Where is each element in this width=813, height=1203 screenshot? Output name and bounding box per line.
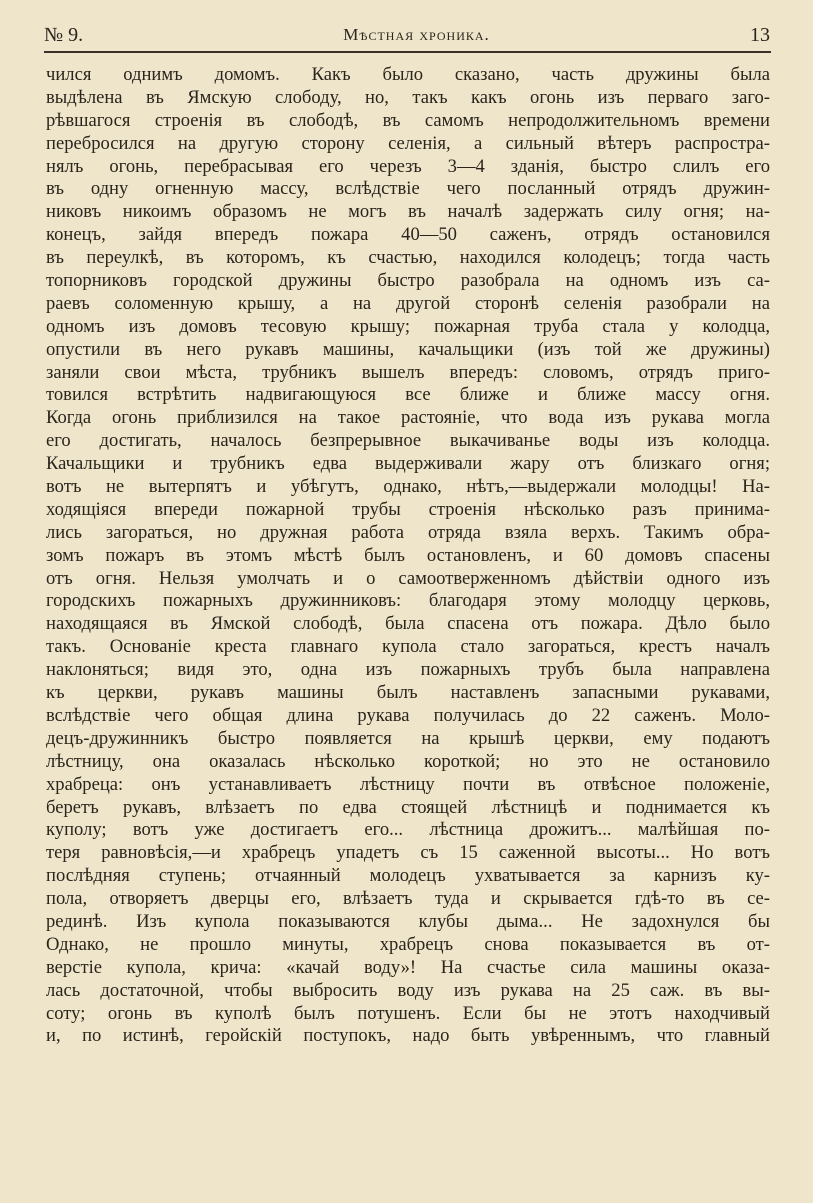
text-line: заняли свои мѣста, трубникъ вышелъ впередъ: словомъ, отрядъ приго- <box>46 361 770 383</box>
text-line: ходящіяся впереди пожарной трубы строенія нѣсколько разъ принима- <box>46 498 770 520</box>
text-line: перебросился на другую сторону селенія, а сильный вѣтеръ распростра- <box>46 132 770 154</box>
text-line: соту; огонь въ куполѣ былъ потушенъ. Если бы не этотъ находчивый <box>46 1002 770 1024</box>
text-line: такъ. Основаніе креста главнаго купола стало загораться, крестъ началъ <box>46 636 770 658</box>
text-line: его достигать, началось безпрерывное выкачиванье воды изъ колодца. <box>46 430 770 452</box>
text-line: раевъ соломенную крышу, а на другой сторонѣ селенія разобрали на <box>46 292 770 314</box>
text-line: лась достаточной, чтобы выбросить воду изъ рукава на 25 саж. въ вы- <box>46 979 770 1001</box>
text-line: одномъ изъ домовъ тесовую крышу; пожарная труба стала у колодца, <box>46 315 770 337</box>
text-line: топорниковъ городской дружины быстро разобрала на одномъ изъ са- <box>46 270 770 292</box>
running-header <box>44 22 770 48</box>
text-line: Однако, не прошло минуты, храбрецъ снова показывается въ от- <box>46 933 770 955</box>
text-line: нялъ огонь, перебрасывая его черезъ 3—4 зданія, быстро слилъ его <box>46 155 770 177</box>
text-line: беретъ рукавъ, влѣзаетъ по едва стоящей лѣстницѣ и поднимается къ <box>46 796 770 818</box>
article-text <box>46 64 770 1048</box>
text-line: децъ-дружинникъ быстро появляется на крышѣ церкви, ему подаютъ <box>46 727 770 749</box>
text-line: теря равновѣсія,—и храбрецъ упадетъ съ 15 саженной высоты... Но вотъ <box>46 842 770 864</box>
text-line: конецъ, зайдя впередъ пожара 40—50 саженъ, отрядъ остановился <box>46 224 770 246</box>
text-line: вотъ не вытерпятъ и убѣгутъ, однако, нѣтъ,—выдержали молодцы! На- <box>46 476 770 498</box>
text-line: наклоняться; видя это, одна изъ пожарныхъ трубъ была направлена <box>46 659 770 681</box>
text-line: храбреца: онъ устанавливаетъ лѣстницу почти въ отвѣсное положеніе, <box>46 773 770 795</box>
text-line: въ переулкѣ, въ которомъ, къ счастью, находился колодецъ; тогда часть <box>46 247 770 269</box>
text-line: послѣдняя ступень; отчаянный молодецъ ухватывается за карнизъ ку- <box>46 865 770 887</box>
text-line: куполу; вотъ уже достигаетъ его... лѣстница дрожитъ... малѣйшая по- <box>46 819 770 841</box>
text-line: никовъ никоимъ образомъ не могъ въ началѣ задержать силу огня; на- <box>46 201 770 223</box>
text-line: рѣвшагося строенія въ слободѣ, въ самомъ непродолжительномъ времени <box>46 109 770 131</box>
header-rule <box>44 51 771 53</box>
text-line: рединѣ. Изъ купола показываются клубы дыма... Не задохнулся бы <box>46 910 770 932</box>
text-line: городскихъ пожарныхъ дружинниковъ: благодаря этому молодцу церковь, <box>46 590 770 612</box>
text-line: лѣстницу, она оказалась нѣсколько короткой; но это не остановило <box>46 750 770 772</box>
issue-number: № 9. <box>44 23 84 46</box>
text-line: Когда огонь приблизился на такое растояніе, что вода изъ рукава могла <box>46 407 770 429</box>
text-line: опустили въ него рукавъ машины, качальщики (изъ той же дружины) <box>46 338 770 360</box>
text-line: чился однимъ домомъ. Какъ было сказано, часть дружины была <box>46 64 770 85</box>
text-line: и, по истинѣ, геройскій поступокъ, надо быть увѣреннымъ, что главный <box>46 1025 770 1047</box>
section-title: Мѣстная хроника. <box>343 25 490 44</box>
text-line: къ церкви, рукавъ машины былъ наставленъ запасными рукавами, <box>46 682 770 704</box>
text-line: лись загораться, но дружная работа отряда взяла верхъ. Такимъ обра- <box>46 521 770 543</box>
text-line: зомъ пожаръ въ этомъ мѣстѣ былъ остановленъ, и 60 домовъ спасены <box>46 544 770 566</box>
text-line: въ одну огненную массу, вслѣдствіе чего посланный отрядъ дружин- <box>46 178 770 200</box>
text-line: Качальщики и трубникъ едва выдерживали жару отъ близкаго огня; <box>46 453 770 475</box>
text-line: вслѣдствіе чего общая длина рукава получилась до 22 саженъ. Моло- <box>46 704 770 726</box>
text-line: верстіе купола, крича: «качай воду»! На счастье сила машины оказа- <box>46 956 770 978</box>
text-line: отъ огня. Нельзя умолчать и о самоотверженномъ дѣйствіи одного изъ <box>46 567 770 589</box>
text-line: находящаяся въ Ямской слободѣ, была спасена отъ пожара. Дѣло было <box>46 613 770 635</box>
text-line: выдѣлена въ Ямскую слободу, но, такъ какъ огонь изъ перваго заго- <box>46 86 770 108</box>
text-line: товился встрѣтить надвигающуюся все ближе и ближе массу огня. <box>46 384 770 406</box>
text-line: пола, отворяетъ дверцы его, влѣзаетъ туда и скрывается гдѣ-то въ се- <box>46 888 770 910</box>
page-number: 13 <box>750 23 770 46</box>
